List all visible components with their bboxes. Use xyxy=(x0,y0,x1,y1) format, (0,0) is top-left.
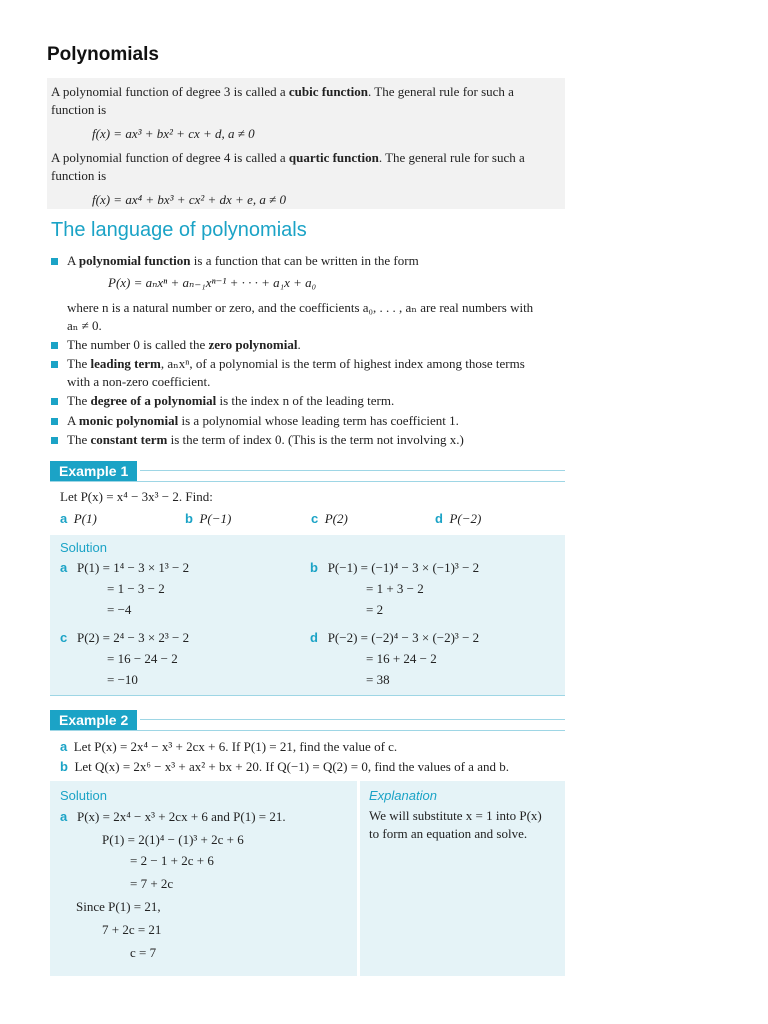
solution-explanation-divider xyxy=(357,781,360,976)
page-heading: Polynomials xyxy=(47,44,159,65)
b1-term: polynomial function xyxy=(78,253,191,268)
solution-label: a xyxy=(60,809,68,824)
solution-1b-line-2: = 1 + 3 − 2 xyxy=(366,581,424,596)
solution-1a-line-2: = 1 − 3 − 2 xyxy=(107,581,165,596)
bullet-square-icon xyxy=(51,342,58,349)
explanation-line-1: We will substitute x = 1 into P(x) xyxy=(369,808,542,823)
cubic-text-1: A polynomial function of degree 3 is called a xyxy=(51,84,289,99)
example-1-bottom-rule xyxy=(50,695,565,696)
b4-term: degree of a polynomial xyxy=(90,393,217,408)
example-1-rule xyxy=(140,470,565,471)
solution-1b-line-3: = 2 xyxy=(366,602,384,617)
quartic-text-3: function is xyxy=(51,168,107,183)
part-label: d xyxy=(435,511,443,526)
example-2-explanation-title: Explanation xyxy=(369,788,437,803)
solution-label: a xyxy=(60,560,68,575)
bullet-square-icon xyxy=(51,398,58,405)
quartic-text-1: A polynomial function of degree 4 is called a xyxy=(51,150,289,165)
bullet-square-icon xyxy=(51,258,58,265)
b6-term: constant term xyxy=(90,432,168,447)
example-1-part-d xyxy=(435,511,481,527)
solution-1c-line-1 xyxy=(60,630,189,646)
solution-1d-line-2: = 16 + 24 − 2 xyxy=(366,651,437,666)
solution-1c-line-3: = −10 xyxy=(107,672,138,687)
b6-text-a: The xyxy=(67,432,91,447)
solution-2a-line-1 xyxy=(60,809,286,825)
b1-continuation-2: aₙ ≠ 0. xyxy=(67,318,102,333)
part-label: c xyxy=(311,511,319,526)
bullet-polynomial-function xyxy=(67,253,419,269)
part-text: P(−1) xyxy=(199,511,232,526)
bullet-degree xyxy=(67,393,394,409)
example-2-solution-title: Solution xyxy=(60,788,107,803)
section-heading: The language of polynomials xyxy=(51,219,307,241)
part-text: P(2) xyxy=(324,511,348,526)
quartic-text-2: . The general rule for such a xyxy=(378,150,525,165)
solution-2a-line-5: Since P(1) = 21, xyxy=(76,899,161,914)
solution-2a-line-7: c = 7 xyxy=(130,945,157,960)
example-1-question: Let P(x) = x⁴ − 3x³ − 2. Find: xyxy=(60,489,213,504)
example-2-rule xyxy=(140,719,565,720)
b3-text-b: , aₙxⁿ, of a polynomial is the term of highest index among those terms xyxy=(160,356,525,371)
solution-text: P(1) = 1⁴ − 3 × 1³ − 2 xyxy=(76,560,190,575)
example-2-underline xyxy=(50,730,565,731)
solution-1c-line-2: = 16 − 24 − 2 xyxy=(107,651,178,666)
b2-text-a: The number 0 is called the xyxy=(67,337,209,352)
part-label: b xyxy=(185,511,193,526)
b3-term: leading term xyxy=(90,356,161,371)
solution-text: P(−1) = (−1)⁴ − 3 × (−1)³ − 2 xyxy=(327,560,480,575)
solution-1b-line-1 xyxy=(310,560,479,576)
solution-1a-line-3: = −4 xyxy=(107,602,132,617)
explanation-line-2: to form an equation and solve. xyxy=(369,826,528,841)
b2-text-b: . xyxy=(297,337,301,352)
solution-text: P(2) = 2⁴ − 3 × 2³ − 2 xyxy=(76,630,190,645)
quartic-equation: f(x) = ax⁴ + bx³ + cx² + dx + e, a ≠ 0 xyxy=(92,192,286,207)
b5-text-a: A xyxy=(67,413,79,428)
general-polynomial-equation: P(x) = aₙxⁿ + aₙ₋₁xⁿ⁻¹ + · · · + a₁x + a₀ xyxy=(108,275,317,290)
b1-continuation: where n is a natural number or zero, and the coefficients a₀, . . . , aₙ are real numbers with xyxy=(67,300,534,315)
example-1-part-c xyxy=(311,511,348,527)
example-1-title: Example 1 xyxy=(50,461,137,481)
bullet-square-icon xyxy=(51,437,58,444)
solution-2a-line-2: P(1) = 2(1)⁴ − (1)³ + 2c + 6 xyxy=(102,832,244,847)
part-text: P(1) xyxy=(73,511,97,526)
bullet-leading-term xyxy=(67,356,525,372)
solution-label: b xyxy=(310,560,318,575)
example-1-part-b xyxy=(185,511,231,527)
quartic-term: quartic function xyxy=(288,150,379,165)
b1-text-b: is a function that can be written in the form xyxy=(190,253,419,268)
b1-text-a: A xyxy=(67,253,79,268)
example-1-part-a xyxy=(60,511,97,527)
b4-text-a: The xyxy=(67,393,91,408)
question-label: a xyxy=(60,739,68,754)
example-2-question-b xyxy=(60,759,509,775)
example-1-solution-title: Solution xyxy=(60,540,107,555)
solution-1d-line-3: = 38 xyxy=(366,672,390,687)
cubic-equation: f(x) = ax³ + bx² + cx + d, a ≠ 0 xyxy=(92,126,255,141)
example-1-underline xyxy=(50,481,565,482)
solution-2a-line-4: = 7 + 2c xyxy=(130,876,174,891)
b2-term: zero polynomial xyxy=(208,337,298,352)
bullet-square-icon xyxy=(51,361,58,368)
cubic-term: cubic function xyxy=(288,84,368,99)
solution-1a-line-1 xyxy=(60,560,189,576)
example-2-title: Example 2 xyxy=(50,710,137,730)
cubic-text-3: function is xyxy=(51,102,107,117)
cubic-text-2: . The general rule for such a xyxy=(368,84,514,99)
b4-text-b: is the index n of the leading term. xyxy=(216,393,395,408)
question-text: Let P(x) = 2x⁴ − x³ + 2cx + 6. If P(1) = 21, find the value of c. xyxy=(73,739,398,754)
b5-text-b: is a polynomial whose leading term has coefficient 1. xyxy=(178,413,459,428)
question-label: b xyxy=(60,759,68,774)
part-text: P(−2) xyxy=(449,511,482,526)
b3-text-a: The xyxy=(67,356,91,371)
bullet-monic xyxy=(67,413,459,429)
quartic-paragraph xyxy=(51,149,561,185)
solution-label: d xyxy=(310,630,318,645)
bullet-square-icon xyxy=(51,418,58,425)
part-label: a xyxy=(60,511,68,526)
solution-1d-line-1 xyxy=(310,630,479,646)
b6-text-b: is the term of index 0. (This is the term not involving x.) xyxy=(167,432,464,447)
bullet-zero-polynomial xyxy=(67,337,301,353)
solution-2a-line-3: = 2 − 1 + 2c + 6 xyxy=(130,853,214,868)
example-2-question-a xyxy=(60,739,397,755)
b3-continuation: with a non-zero coefficient. xyxy=(67,374,211,389)
bullet-constant-term xyxy=(67,432,464,448)
b5-term: monic polynomial xyxy=(78,413,179,428)
cubic-paragraph xyxy=(51,83,561,119)
question-text: Let Q(x) = 2x⁶ − x³ + ax² + bx + 20. If Q(−1) = Q(2) = 0, find the values of a and b. xyxy=(74,759,509,774)
solution-text: P(x) = 2x⁴ − x³ + 2cx + 6 and P(1) = 21. xyxy=(76,809,286,824)
solution-label: c xyxy=(60,630,68,645)
solution-text: P(−2) = (−2)⁴ − 3 × (−2)³ − 2 xyxy=(327,630,480,645)
solution-2a-line-6: 7 + 2c = 21 xyxy=(102,922,162,937)
